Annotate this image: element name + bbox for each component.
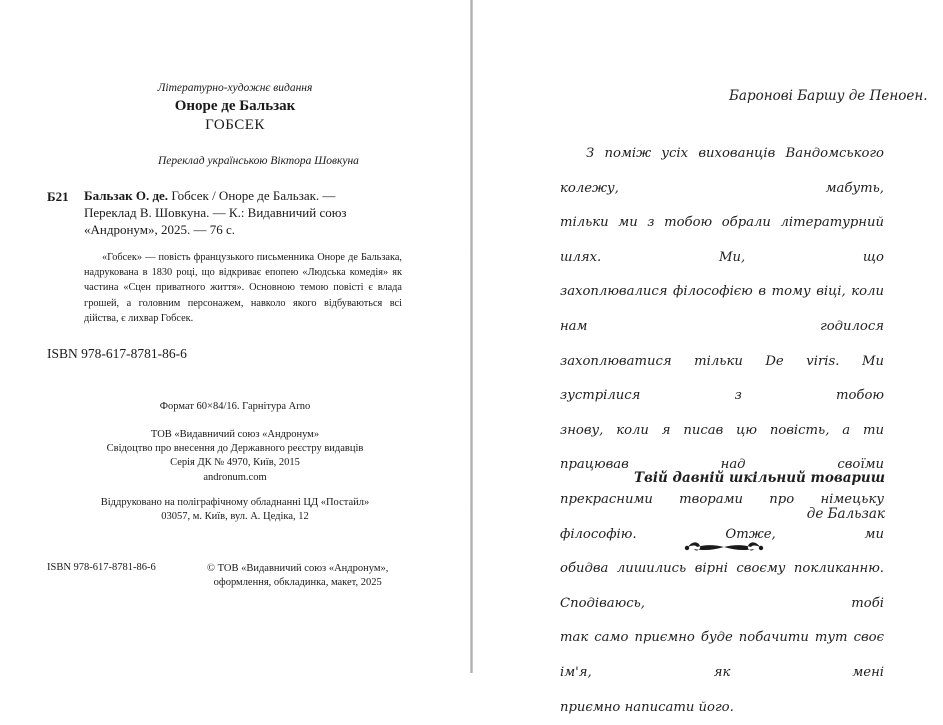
publisher-line: Серія ДК № 4970, Київ, 2015 — [0, 456, 470, 470]
annotation — [84, 250, 402, 326]
imprint-page — [0, 0, 470, 673]
publisher-line: ТОВ «Видавничий союз «Андронум» — [0, 428, 470, 442]
page-gutter — [470, 0, 473, 673]
isbn-main: ISBN 978-617-8781-86-6 — [47, 346, 187, 362]
book-author: Оноре де Бальзак — [0, 98, 470, 115]
printed-line: Віддруковано на поліграфічному обладнанні ЦД «Постайл» — [0, 496, 470, 510]
format-line: Формат 60×84/16. Гарнітура Arno — [0, 401, 470, 412]
letter-line: обидва лишились вірні своєму покликанню. Сподіваюсь, тобі — [560, 552, 884, 621]
letter-line: прекрасними творами про німецьку філософію. Отже, ми — [560, 483, 884, 552]
isbn-small: ISBN 978-617-8781-86-6 — [47, 562, 156, 573]
translation-credit: Переклад українською Віктора Шовкуна — [158, 155, 359, 167]
bibliographic-rest: Гобсек / Оноре де Бальзак. — Переклад В. Шовкуна. — К.: Видавничий союз «Андронум», 2025. — 76 с. — [84, 188, 347, 237]
printed-line: 03057, м. Київ, вул. А. Цедіка, 12 — [0, 510, 470, 524]
flourish-ornament-icon — [682, 537, 766, 557]
signature-line-1: Твій давній шкільний товариш — [634, 470, 885, 486]
copyright-line: оформлення, обкладинка, макет, 2025 — [207, 576, 388, 590]
copyright-line: © ТОВ «Видавничий союз «Андронум», — [207, 562, 388, 576]
annotation-text: «Гобсек» — повість французького письменника Оноре де Бальзака, надрукована в 1830 році, що відкриває епопею «Людська комедія» як частина «Сцен приватного життя». Основною темою повісті є влада грошей, а головним персонажем, навколо якого відбуваються всі дійства, є лихвар Гобсек. — [84, 250, 402, 326]
signature-line-2: де Бальзак — [807, 506, 885, 522]
dedication-page — [474, 0, 943, 673]
book-title: ГОБСЕК — [0, 117, 470, 134]
dedication-heading: Баронові Баршу де Пеноен. — [729, 88, 928, 104]
bibliographic-record — [84, 187, 389, 238]
publisher-line: Свідоцтво про внесення до Державного реєстру видавців — [0, 442, 470, 456]
bibliographic-lead: Бальзак О. де. — [84, 188, 168, 203]
edition-type: Літературно-художнє видання — [0, 82, 470, 94]
publisher-website: andronum.com — [0, 471, 470, 485]
printed-block — [0, 496, 470, 524]
letter-line: захоплювалися філософією в тому віці, коли нам годилося — [560, 275, 884, 344]
letter-line: так само приємно буде побачити тут своє ім'я, як мені — [560, 621, 884, 690]
letter-line: знову, коли я писав цю повість, а ти працював над своїми — [560, 414, 884, 483]
letter-line: тільки ми з тобою обрали літературний шлях. Ми, що — [560, 206, 884, 275]
letter-line: З поміж усіх вихованців Вандомського колежу, мабуть, — [560, 137, 884, 206]
dedication-letter — [560, 137, 884, 725]
letter-line: приємно написати його. — [560, 691, 884, 725]
publisher-block — [0, 428, 470, 485]
copyright-block — [207, 562, 388, 590]
letter-line: захоплюватися тільки De viris. Ми зустрілися з тобою — [560, 345, 884, 414]
catalog-code: Б21 — [47, 189, 69, 205]
